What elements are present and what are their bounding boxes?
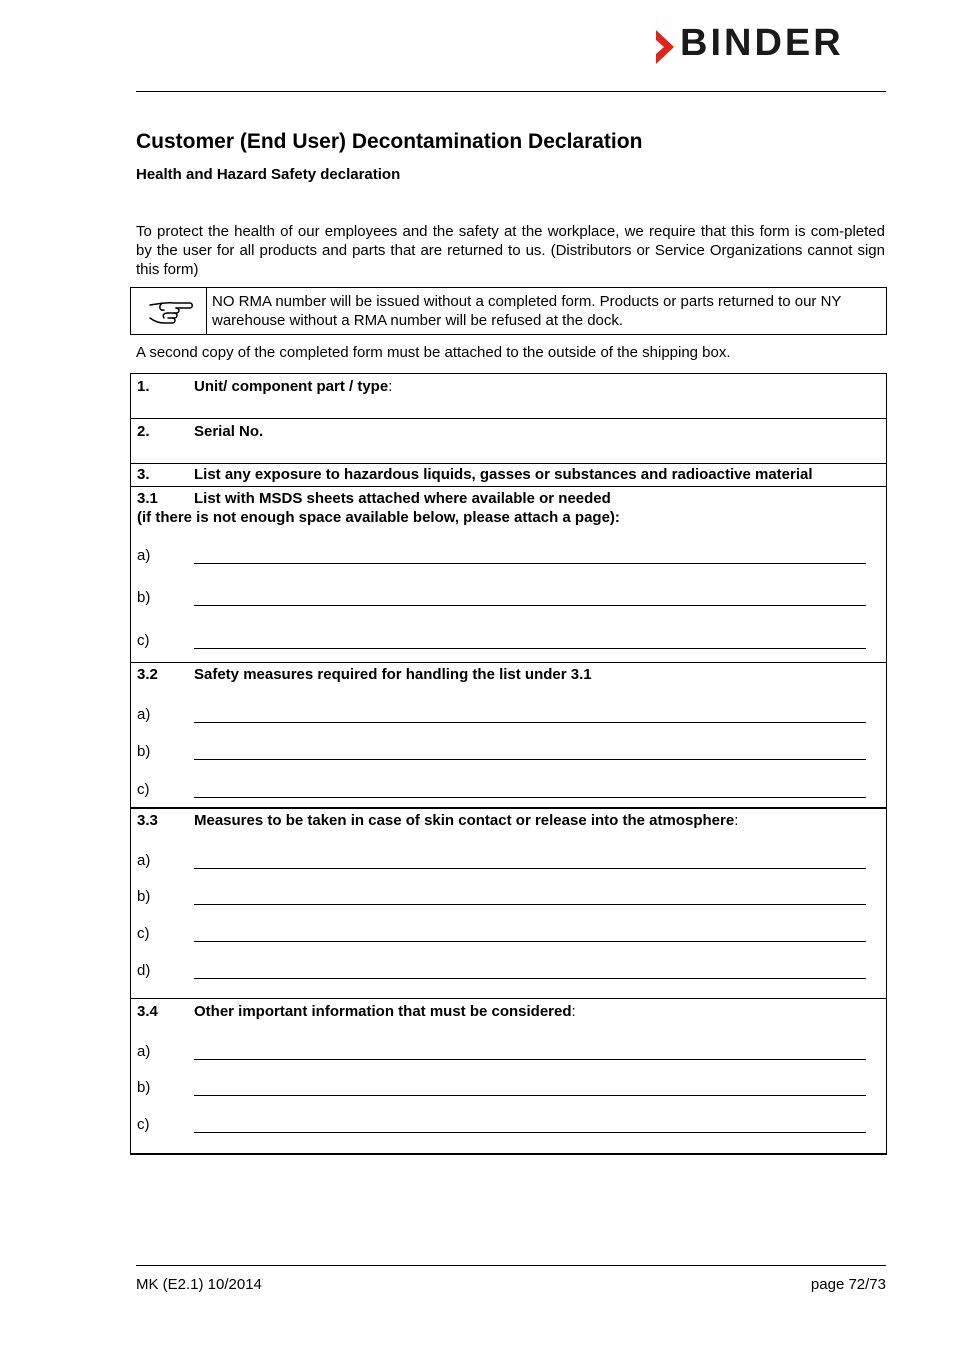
answer-underline[interactable] xyxy=(194,1095,866,1096)
line-label: a) xyxy=(137,706,151,723)
section-2 xyxy=(131,418,886,463)
answer-line[interactable] xyxy=(137,851,886,871)
answer-underline[interactable] xyxy=(194,648,866,649)
line-label: b) xyxy=(137,743,151,760)
section-colon: : xyxy=(734,812,739,829)
line-label: a) xyxy=(137,547,151,564)
section-colon: : xyxy=(571,1003,576,1020)
answer-line[interactable] xyxy=(137,631,886,651)
section-3-2 xyxy=(131,662,886,808)
section-number: 3.4 xyxy=(137,1003,158,1020)
answer-underline[interactable] xyxy=(194,941,866,942)
line-label: b) xyxy=(137,1079,151,1096)
answer-underline[interactable] xyxy=(194,1132,866,1133)
binder-logo xyxy=(654,22,886,66)
answer-underline[interactable] xyxy=(194,797,866,798)
answer-line[interactable] xyxy=(137,546,886,566)
line-label: a) xyxy=(137,1043,151,1060)
line-label: b) xyxy=(137,888,151,905)
answer-line[interactable] xyxy=(137,1078,886,1098)
section-number: 3.2 xyxy=(137,666,158,683)
section-label-text: Other important information that must be considered xyxy=(194,1003,572,1020)
page-number: page 72/73 xyxy=(810,1276,886,1293)
answer-line[interactable] xyxy=(137,742,886,762)
answer-underline[interactable] xyxy=(194,563,866,564)
section-number: 3. xyxy=(137,466,150,483)
section-label xyxy=(194,377,392,396)
answer-line[interactable] xyxy=(137,588,886,608)
document-version: MK (E2.1) 10/2014 xyxy=(136,1276,262,1293)
section-3-1-note: (if there is not enough space available below, please attach a page): xyxy=(137,509,620,526)
line-label: c) xyxy=(137,781,150,798)
answer-underline[interactable] xyxy=(194,868,866,869)
copy-note: A second copy of the completed form must be attached to the outside of the shipping box. xyxy=(136,344,731,361)
rma-notice-text: NO RMA number will be issued without a completed form. Products or parts returned to our NY warehouse without a RMA number will be refused at the dock. xyxy=(212,293,842,329)
section-number: 2. xyxy=(137,423,150,440)
answer-underline[interactable] xyxy=(194,904,866,905)
answer-line[interactable] xyxy=(137,1115,886,1135)
header-rule xyxy=(136,91,886,92)
page-subtitle: Health and Hazard Safety declaration xyxy=(136,166,401,183)
answer-underline[interactable] xyxy=(194,978,866,979)
line-label: c) xyxy=(137,632,150,649)
line-label: a) xyxy=(137,852,151,869)
line-label: c) xyxy=(137,1116,150,1133)
page-title: Customer (End User) Decontamination Declaration xyxy=(136,130,643,153)
section-number: 3.3 xyxy=(137,812,158,829)
section-label: List any exposure to hazardous liquids, gasses or substances and radioactive material xyxy=(194,466,813,483)
section-number: 3.1 xyxy=(137,490,158,507)
section-colon: : xyxy=(388,378,393,395)
answer-line[interactable] xyxy=(137,1042,886,1062)
answer-underline[interactable] xyxy=(194,1059,866,1060)
answer-line[interactable] xyxy=(137,961,886,981)
answer-line[interactable] xyxy=(137,780,886,800)
answer-line[interactable] xyxy=(137,887,886,907)
section-number: 1. xyxy=(137,378,150,395)
section-3 xyxy=(131,463,886,486)
answer-underline[interactable] xyxy=(194,759,866,760)
intro-paragraph: To protect the health of our employees and the safety at the workplace, we require that this form is com-pleted by the user for all products and parts that are returned to us. (Distributors or Service Organizations cannot sign this form) xyxy=(136,223,885,278)
footer-rule xyxy=(136,1265,886,1266)
binder-logo-mark xyxy=(654,30,676,64)
section-label: Serial No. xyxy=(194,423,264,440)
pointing-hand-icon xyxy=(131,288,207,334)
line-label: c) xyxy=(137,925,150,942)
section-label xyxy=(194,1002,576,1021)
line-label: b) xyxy=(137,589,151,606)
line-label: d) xyxy=(137,962,151,979)
answer-underline[interactable] xyxy=(194,722,866,723)
section-3-3 xyxy=(131,807,886,1000)
declaration-form xyxy=(130,373,887,1155)
section-1 xyxy=(131,374,886,418)
section-label xyxy=(194,811,738,830)
binder-logo-text: BINDER xyxy=(680,22,844,64)
section-3-4 xyxy=(131,998,886,1153)
answer-line[interactable] xyxy=(137,705,886,725)
section-label: Safety measures required for handling the list under 3.1 xyxy=(194,666,592,683)
section-label-text: Unit/ component part / type xyxy=(194,378,389,395)
rma-notice-box xyxy=(130,287,887,335)
answer-underline[interactable] xyxy=(194,605,866,606)
answer-line[interactable] xyxy=(137,924,886,944)
section-3-1 xyxy=(131,486,886,663)
section-label: List with MSDS sheets attached where available or needed xyxy=(194,490,611,507)
section-label-text: Measures to be taken in case of skin contact or release into the atmosphere xyxy=(194,812,735,829)
